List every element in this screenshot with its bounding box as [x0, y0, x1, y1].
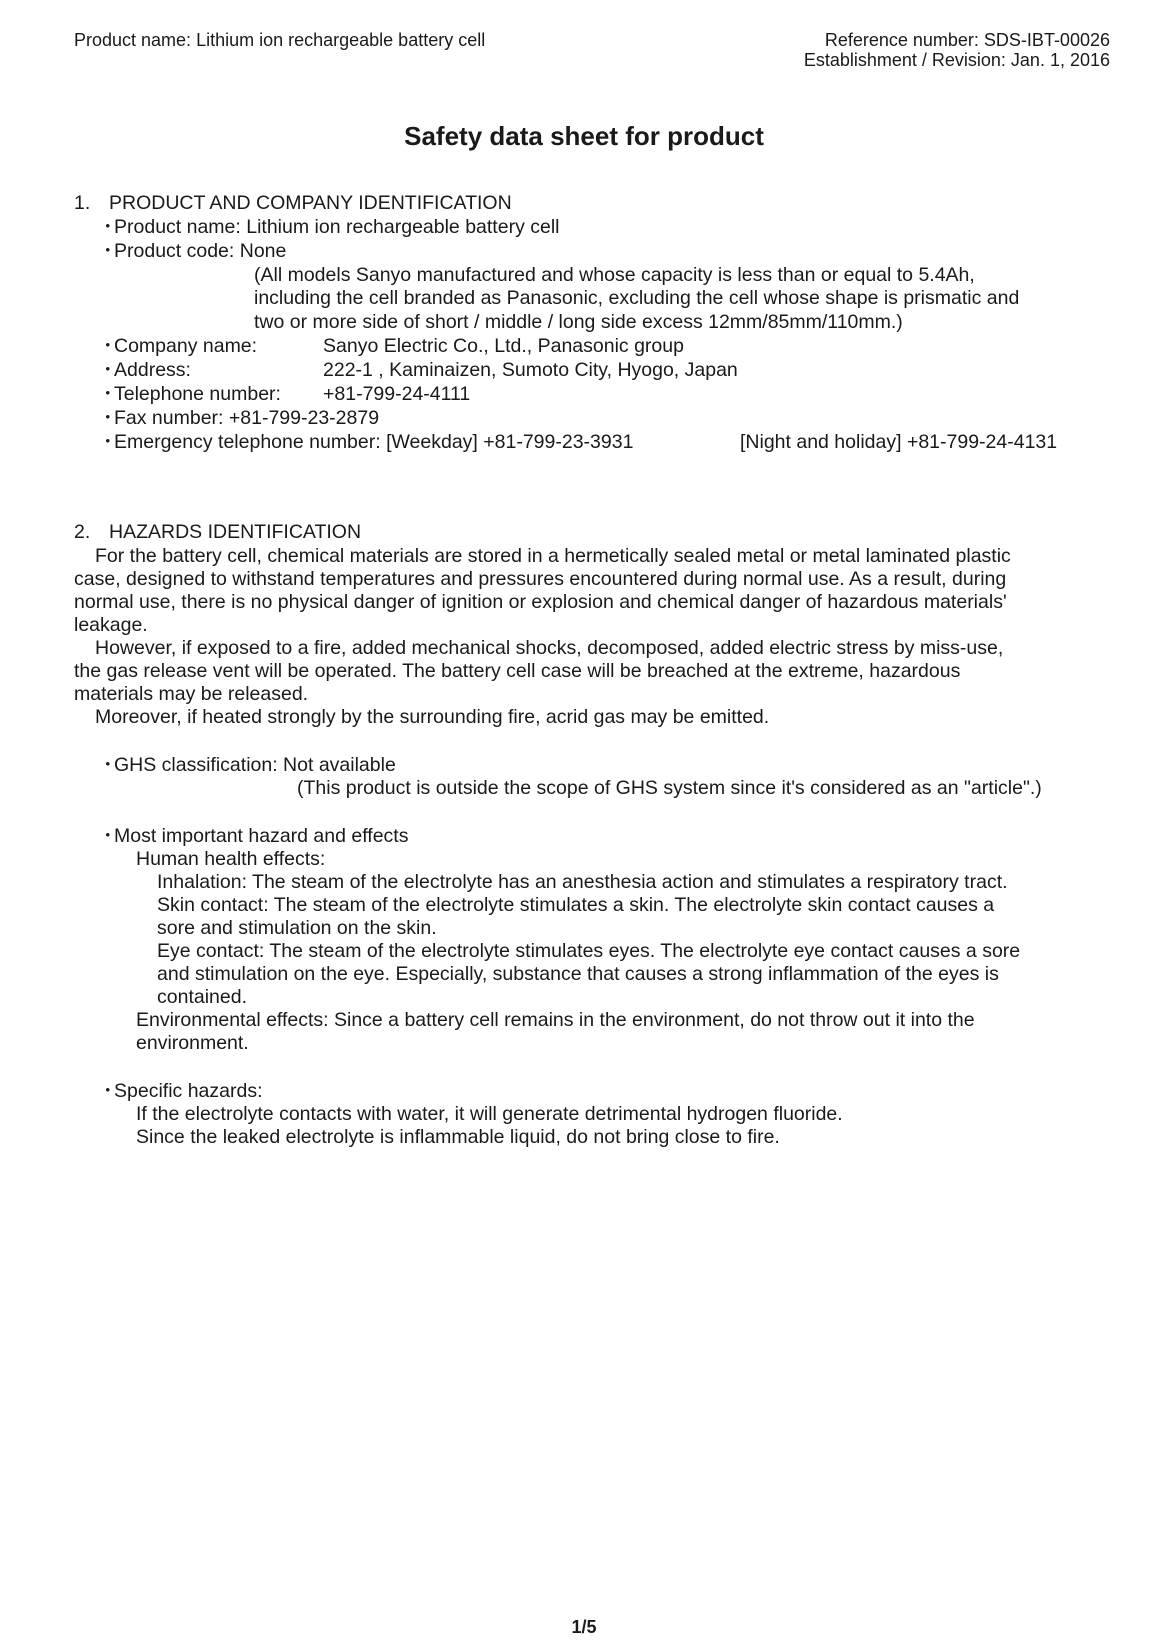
s1-product-name: ・ Product name: Lithium ion rechargeable battery cell	[98, 216, 560, 240]
section1-heading	[74, 192, 512, 216]
s2-skin-line2: sore and stimulation on the skin.	[157, 917, 437, 939]
s2-ghs-note: (This product is outside the scope of GHS system since it's considered as an "article".)	[297, 777, 1042, 799]
s1-address-value: 222-1 , Kaminaizen, Sumoto City, Hyogo, Japan	[323, 359, 738, 381]
s2-env-line1: Environmental effects: Since a battery cell remains in the environment, do not throw out it into the	[136, 1009, 975, 1031]
s1-emergency-weekday: ・ Emergency telephone number: [Weekday] +81-799-23-3931	[98, 431, 633, 455]
s2-specific-line2: Since the leaked electrolyte is inflammable liquid, do not bring close to fire.	[136, 1126, 780, 1148]
s2-para1-line1: For the battery cell, chemical materials are stored in a hermetically sealed metal or metal laminated plastic	[95, 545, 1011, 567]
section1-number: 1.	[74, 192, 91, 214]
s1-company-label: ・ Company name:	[98, 335, 257, 359]
s1-fax: ・ Fax number: +81-799-23-2879	[98, 407, 379, 431]
section1-title: PRODUCT AND COMPANY IDENTIFICATION	[109, 192, 512, 214]
s2-skin-line1: Skin contact: The steam of the electrolyte stimulates a skin. The electrolyte skin contact causes a	[157, 894, 995, 916]
s2-specific-line1: If the electrolyte contacts with water, it will generate detrimental hydrogen fluoride.	[136, 1103, 843, 1125]
s2-para1-line3: normal use, there is no physical danger of ignition or explosion and chemical danger of hazardous materials'	[74, 591, 1007, 613]
header-reference-block	[804, 30, 1110, 70]
s2-eye-line3: contained.	[157, 986, 247, 1008]
page-number: 1/5	[571, 1617, 597, 1637]
s2-para3: Moreover, if heated strongly by the surrounding fire, acrid gas may be emitted.	[95, 706, 770, 728]
s2-most-important: ・ Most important hazard and effects	[98, 825, 408, 849]
page-title: Safety data sheet for product	[404, 121, 764, 151]
s1-emergency-night: [Night and holiday] +81-799-24-4131	[740, 431, 1058, 453]
section2-heading	[74, 521, 361, 545]
s2-inhalation: Inhalation: The steam of the electrolyte has an anesthesia action and stimulates a respiratory tract.	[157, 871, 1008, 893]
s2-para2-line3: materials may be released.	[74, 683, 309, 705]
s2-para1-line2: case, designed to withstand temperatures and pressures encountered during normal use. As a result, during	[74, 568, 1007, 590]
s2-env-line2: environment.	[136, 1032, 249, 1054]
header-product-name: Product name: Lithium ion rechargeable battery cell	[74, 30, 486, 50]
s1-note-line1: (All models Sanyo manufactured and whose capacity is less than or equal to 5.4Ah,	[254, 264, 975, 286]
s1-note-line2: including the cell branded as Panasonic, excluding the cell whose shape is prismatic and	[254, 287, 1020, 309]
s1-product-code: ・ Product code: None	[98, 240, 286, 264]
header-reference-number: Reference number: SDS-IBT-00026	[824, 30, 1110, 50]
s2-human-health: Human health effects:	[136, 848, 326, 870]
s2-ghs-classification: ・ GHS classification: Not available	[98, 754, 396, 778]
s1-note-line3: two or more side of short / middle / long side excess 12mm/85mm/110mm.)	[254, 311, 903, 333]
section2-title: HAZARDS IDENTIFICATION	[109, 521, 362, 543]
s2-eye-line2: and stimulation on the eye. Especially, substance that causes a strong inflammation of the eyes is	[157, 963, 999, 985]
s1-telephone-value: +81-799-24-4111	[323, 383, 471, 405]
s2-eye-line1: Eye contact: The steam of the electrolyte stimulates eyes. The electrolyte eye contact causes a sore	[157, 940, 1021, 962]
s1-address-label: ・ Address:	[98, 359, 191, 383]
s2-specific-hazards: ・ Specific hazards:	[98, 1080, 263, 1104]
section2-number: 2.	[74, 521, 91, 543]
s1-telephone-label: ・ Telephone number:	[98, 383, 281, 407]
s2-para1-line4: leakage.	[74, 614, 148, 636]
s1-company-value: Sanyo Electric Co., Ltd., Panasonic group	[323, 335, 684, 357]
s2-para2-line1: However, if exposed to a fire, added mechanical shocks, decomposed, added electric stress by miss-use,	[95, 637, 1004, 659]
s2-para2-line2: the gas release vent will be operated. The battery cell case will be breached at the extreme, hazardous	[74, 660, 961, 682]
header-revision-date: Establishment / Revision: Jan. 1, 2016	[803, 50, 1110, 70]
